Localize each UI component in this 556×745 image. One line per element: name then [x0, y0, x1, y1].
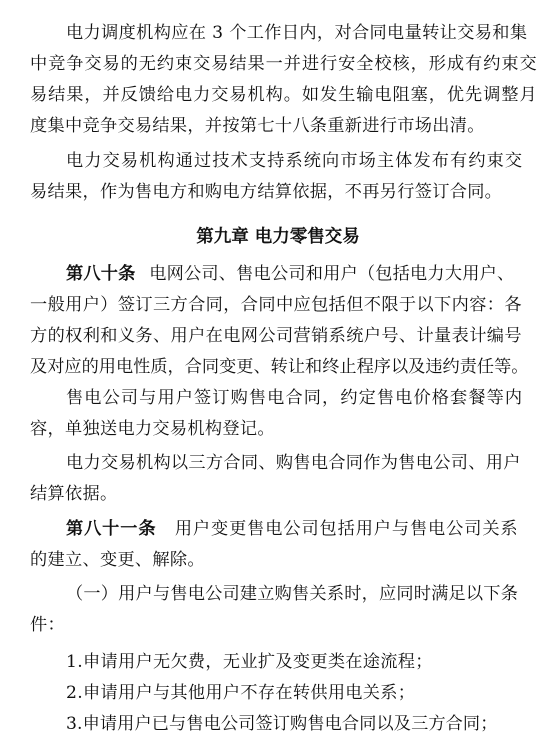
- article-label: 第八十条: [66, 264, 136, 284]
- paragraph-line: 容，单独送电力交易机构登记。: [30, 419, 275, 439]
- paragraph-line: 电力交易机构以三方合同、购售电合同作为售电公司、用户: [66, 453, 521, 473]
- paragraph-line: 一般用户）签订三方合同，合同中应包括但不限于以下内容：各: [30, 295, 522, 315]
- list-item: 3.申请用户已与售电公司签订购售电合同以及三方合同；: [66, 714, 498, 734]
- article-line: [66, 262, 514, 286]
- paragraph-line: 电力交易机构通过技术支持系统向市场主体发布有约束交: [66, 151, 524, 171]
- paragraph-line: 电力调度机构应在 3 个工作日内，对合同电量转让交易和集: [66, 23, 528, 43]
- paragraph-line: （一）用户与售电公司建立购售关系时，应同时满足以下条: [66, 584, 519, 604]
- paragraph-line: 的建立、变更、解除。: [30, 550, 205, 570]
- list-item: 2.申请用户与其他用户不存在转供用电关系；: [66, 683, 416, 703]
- paragraph-line: 度集中竞争交易结果，并按第七十八条重新进行市场出清。: [30, 116, 485, 136]
- article-text: 用户变更售电公司包括用户与售电公司关系: [174, 519, 519, 539]
- chapter-heading: 第九章 电力零售交易: [196, 227, 360, 247]
- paragraph-line: 结算依据。: [30, 484, 118, 504]
- article-label: 第八十一条: [66, 519, 157, 539]
- paragraph-line: 易结果，作为售电方和购电方结算依据，不再另行签订合同。: [30, 182, 503, 202]
- paragraph-line: 件：: [30, 615, 65, 635]
- list-item: 1.申请用户无欠费，无业扩及变更类在途流程；: [66, 652, 433, 672]
- paragraph-line: 易结果，并反馈给电力交易机构。如发生输电阻塞，优先调整月: [30, 85, 538, 105]
- article-text: 电网公司、售电公司和用户（包括电力大用户、: [149, 264, 515, 284]
- paragraph-line: 中竞争交易的无约束交易结果一并进行安全校核，形成有约束交: [30, 54, 538, 74]
- paragraph-line: 及对应的用电性质，合同变更、转让和终止程序以及违约责任等。: [30, 357, 529, 377]
- article-line: [66, 517, 519, 541]
- paragraph-line: 售电公司与用户签订购售电合同，约定售电价格套餐等内: [66, 388, 524, 408]
- paragraph-line: 方的权利和义务、用户在电网公司营销系统户号、计量表计编号: [30, 326, 522, 346]
